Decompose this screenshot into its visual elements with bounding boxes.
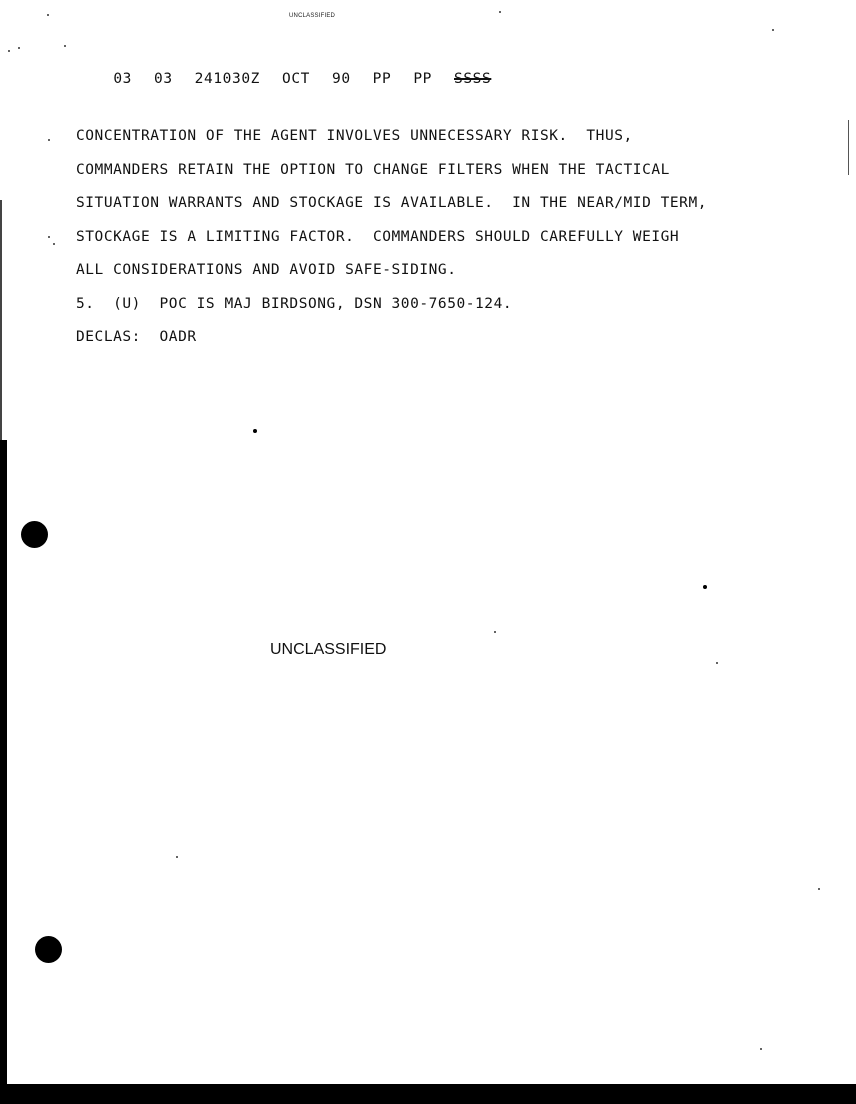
scan-right-rule <box>848 120 849 175</box>
header-field: 241030Z <box>194 71 260 87</box>
scan-speck <box>494 631 496 633</box>
scan-speck <box>716 662 718 664</box>
scan-left-thin-line <box>0 200 2 440</box>
body-line: ALL CONSIDERATIONS AND AVOID SAFE-SIDING. <box>76 262 457 278</box>
scan-speck <box>8 50 10 52</box>
scan-bottom-thin-edge <box>0 1078 856 1090</box>
scan-bottom-edge <box>0 1090 856 1104</box>
header-field: 03 <box>154 71 173 87</box>
scan-speck <box>53 243 55 245</box>
header-field: PP <box>372 71 392 87</box>
header-sequence: SSSS <box>454 71 492 87</box>
punch-hole-upper <box>21 521 48 548</box>
body-line: CONCENTRATION OF THE AGENT INVOLVES UNNECESSARY RISK. THUS, <box>76 128 633 144</box>
scan-speck <box>48 236 50 238</box>
header-field: PP <box>413 71 432 87</box>
message-header-line <box>76 55 491 103</box>
scan-speck <box>48 139 50 141</box>
scan-speck <box>772 29 774 31</box>
header-field: OCT <box>281 71 310 87</box>
poc-line: 5. (U) POC IS MAJ BIRDSONG, DSN 300-7650-124. <box>76 295 513 312</box>
header-field: 90 <box>331 71 351 87</box>
body-line: STOCKAGE IS A LIMITING FACTOR. COMMANDERS SHOULD CAREFULLY WEIGH <box>76 228 680 245</box>
scan-speck <box>760 1048 762 1050</box>
body-line: SITUATION WARRANTS AND STOCKAGE IS AVAILABLE. IN THE NEAR/MID TERM, <box>76 195 708 211</box>
scan-speck <box>47 14 49 16</box>
declassification-line: DECLAS: OADR <box>76 329 197 345</box>
top-classification-marking: UNCLASSIFIED <box>289 13 336 19</box>
bottom-classification-marking: UNCLASSIFIED <box>270 641 387 658</box>
scan-speck <box>499 11 501 13</box>
scan-speck <box>703 585 707 589</box>
scan-speck <box>18 47 20 49</box>
scan-speck <box>818 888 820 890</box>
body-line: COMMANDERS RETAIN THE OPTION TO CHANGE FILTERS WHEN THE TACTICAL <box>76 161 670 178</box>
header-field: 03 <box>113 71 132 87</box>
message-body <box>76 120 836 355</box>
punch-hole-lower <box>35 936 62 963</box>
scan-speck <box>176 856 178 858</box>
scan-speck <box>64 45 66 47</box>
scan-speck <box>253 429 257 433</box>
